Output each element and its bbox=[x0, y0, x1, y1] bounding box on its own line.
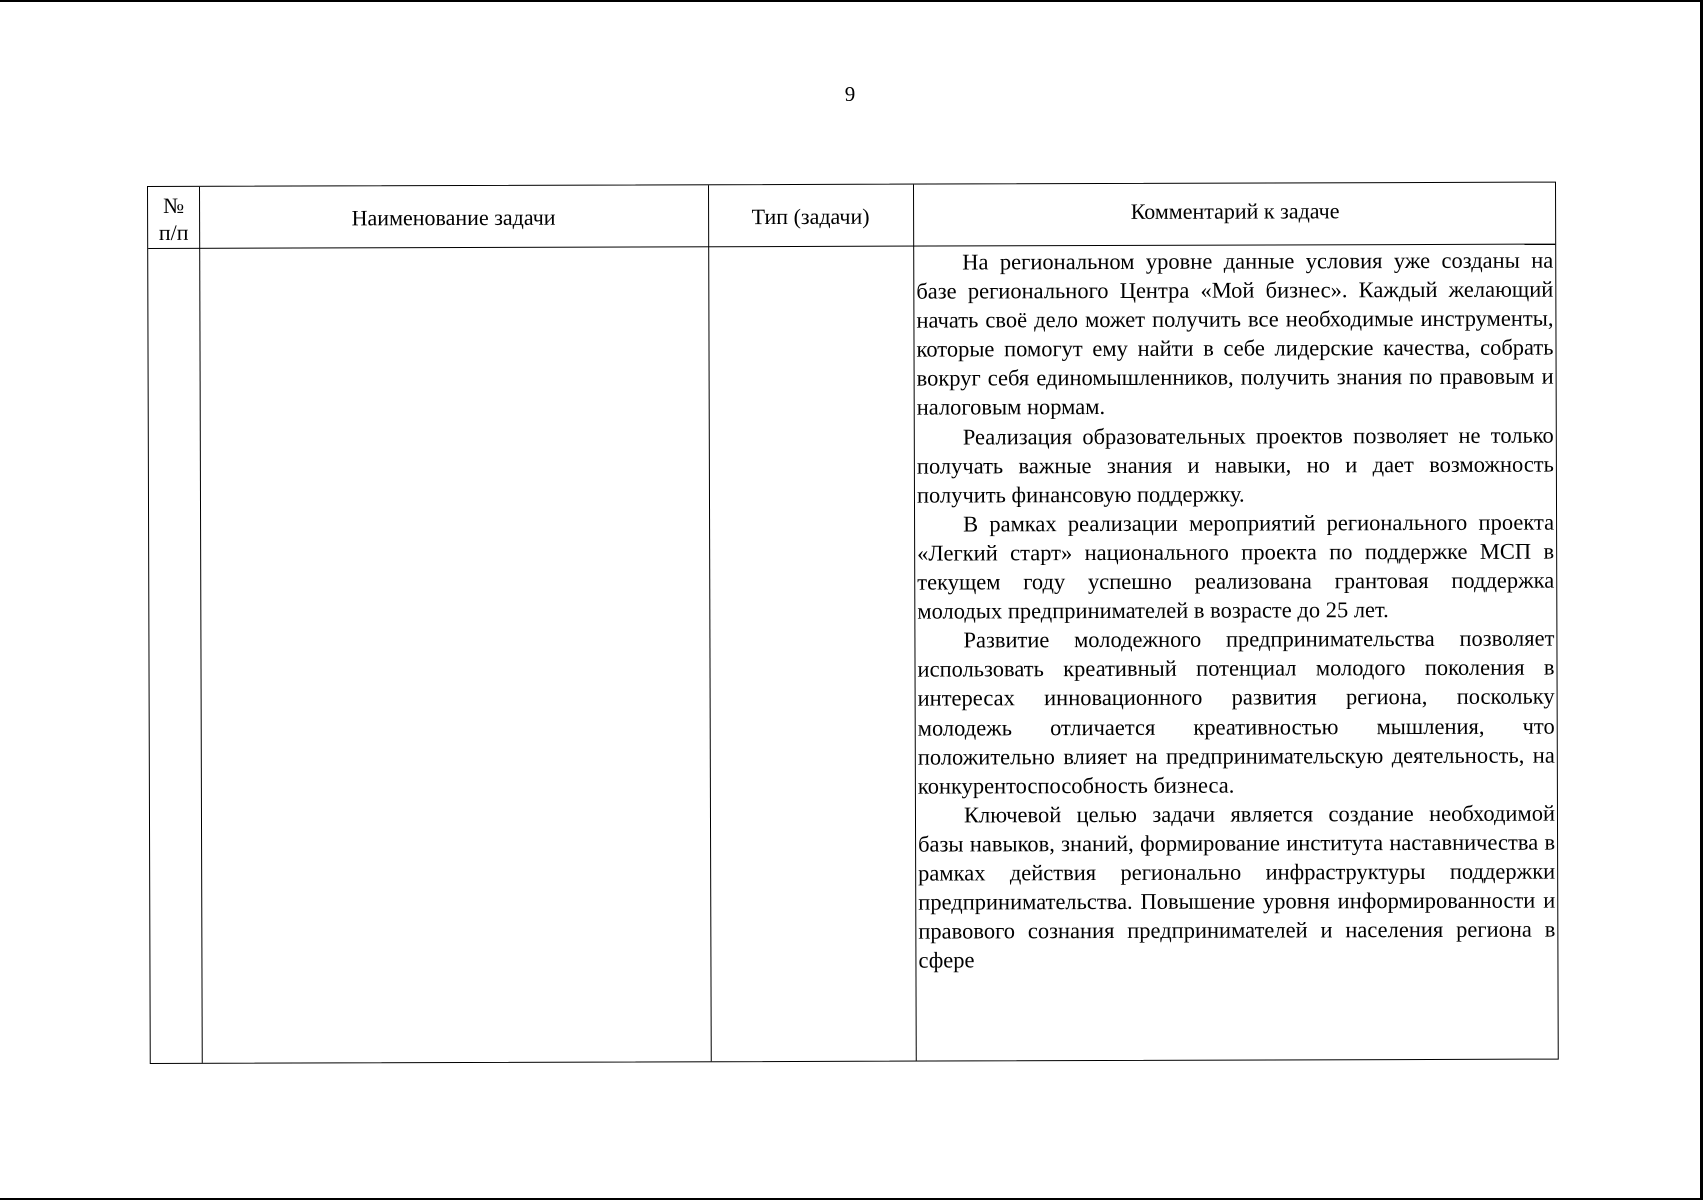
row-number-cell bbox=[148, 250, 202, 1063]
header-task-type: Тип (задачи) bbox=[751, 203, 870, 230]
scan-edge-top bbox=[0, 0, 1703, 2]
header-task-name: Наименование задачи bbox=[351, 204, 556, 231]
row-comment-cell bbox=[916, 246, 1555, 975]
header-number-symbol: № bbox=[163, 192, 185, 218]
row-task-type-cell bbox=[708, 248, 916, 1062]
task-table bbox=[147, 182, 1559, 1064]
page-number: 9 bbox=[844, 82, 856, 106]
comment-paragraph: Реализация образовательных проектов позволяет не только получать важные знания и навыки, но и дает возможность получить финансовую поддержку. bbox=[916, 422, 1554, 508]
header-number-cell bbox=[148, 187, 199, 250]
header-task-comment: Комментарий к задаче bbox=[1130, 198, 1340, 224]
comment-paragraph: Ключевой целью задачи является создание необходимой базы навыков, знаний, формирование института наставничества в рамках действия регионально инфраструктуры поддержки предпринимательства. Повышение уровня информированности и правового сознания предпринимателей и населения региона в сфере bbox=[918, 800, 1556, 973]
comment-paragraph: Развитие молодежного предпринимательства позволяет использовать креативный потенциал молодого поколения в интересах инновационного развития региона, поскольку молодежь отличается креативностью мышления, что положительно влияет на предпринимательскую деятельность, на конкурентоспособность бизнеса. bbox=[917, 625, 1555, 799]
comment-paragraph: На региональном уровне данные условия уже созданы на базе регионального Центра «Мой бизнес». Каждый желающий начать своё дело может получить все необходимые инструменты, которые помогут ему найти в себе лидерские качества, собрать вокруг себя единомышленников, получить знания по правовым и налоговым нормам. bbox=[916, 247, 1554, 421]
comment-paragraph: В рамках реализации мероприятий регионального проекта «Легкий старт» национального проекта по поддержке МСП в текущем году успешно реализована грантовая поддержка молодых предпринимателей в возрасте до 25 лет. bbox=[917, 509, 1555, 624]
row-task-name-cell bbox=[199, 248, 711, 1063]
header-number-pp: п/п bbox=[158, 219, 189, 245]
